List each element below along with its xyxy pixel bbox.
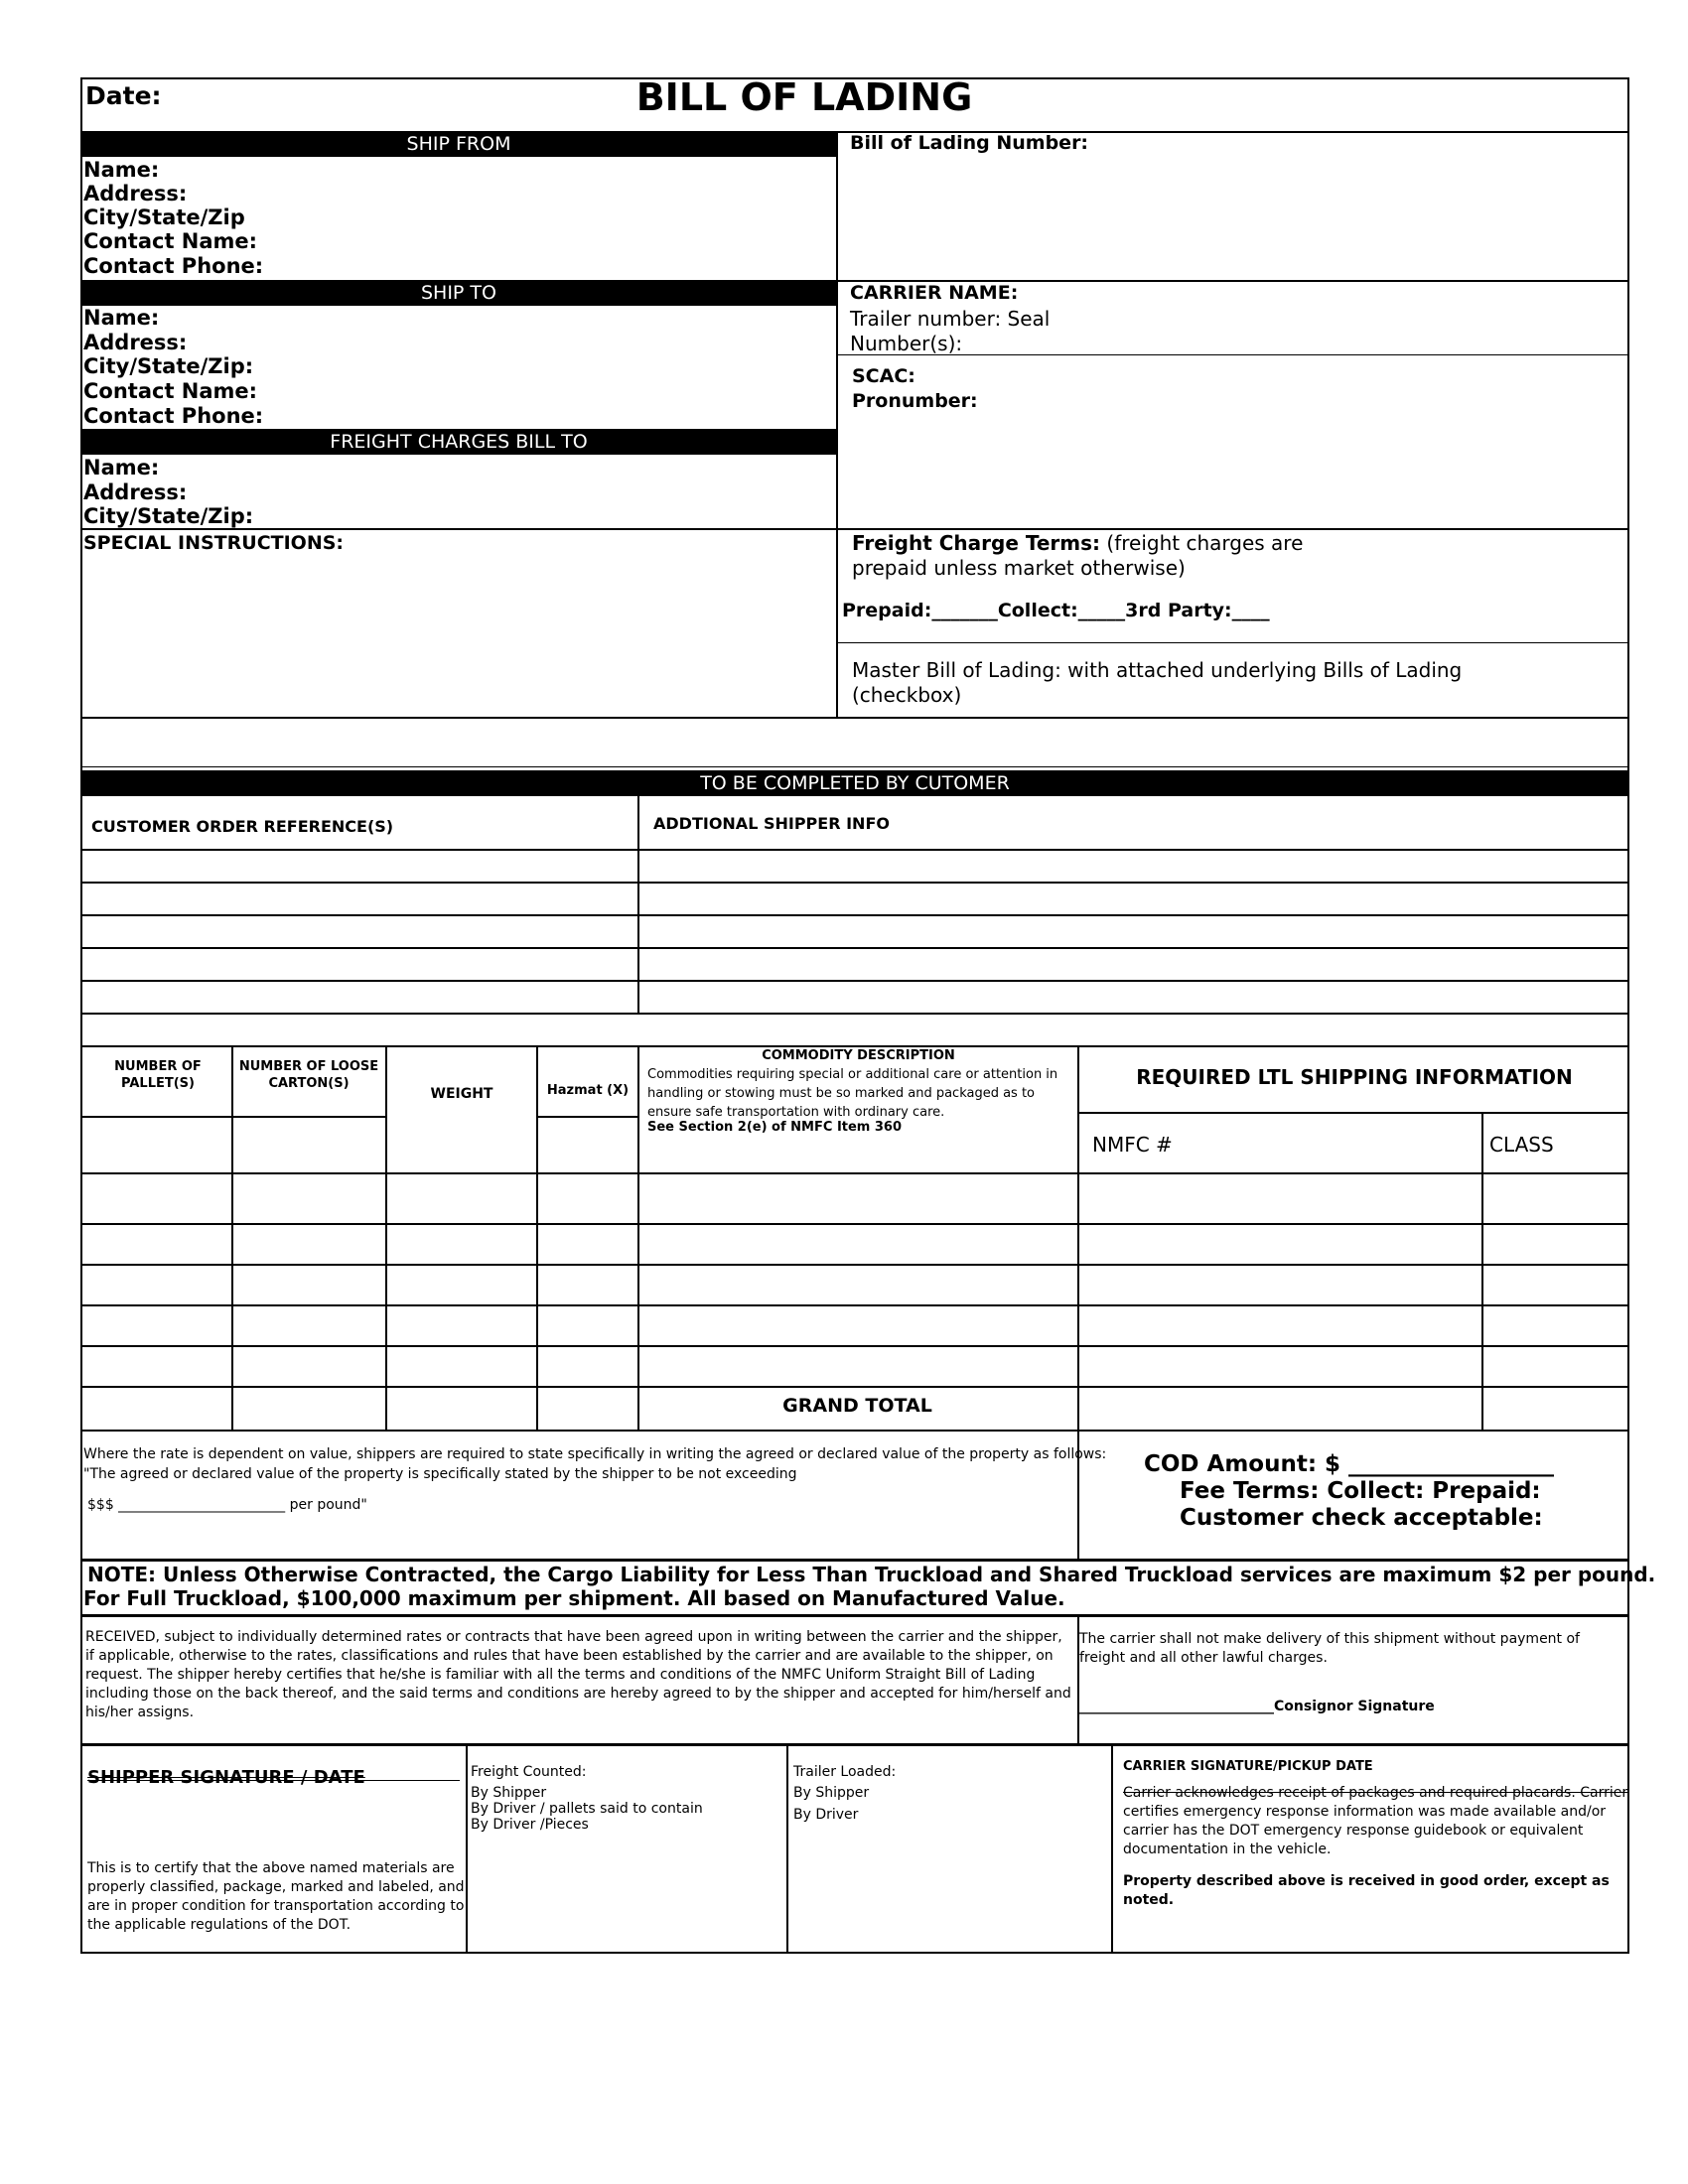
- pallets-header: NUMBER OF PALLET(S): [114, 1059, 202, 1091]
- shipper-cert-2: properly classified, package, marked and labeled, and: [87, 1879, 465, 1895]
- trailer-loaded-shipper: By Shipper: [793, 1785, 870, 1801]
- page-title: BILL OF LADING: [635, 75, 973, 119]
- carrier-text-4: documentation in the vehicle.: [1123, 1842, 1332, 1857]
- ship-from-name: Name:: [83, 158, 160, 182]
- commodity-desc-body: Commodities requiring special or additional care or attention in handling or stowing must be so marked and packaged as to ensure safe transportation with ordinary care.: [647, 1067, 1058, 1120]
- carrier-received-2: noted.: [1123, 1892, 1175, 1908]
- declared-value-line3: $$$ ________________________ per pound": [87, 1497, 367, 1513]
- ship-to-name: Name:: [83, 306, 160, 330]
- ship-from-contact-name: Contact Name:: [83, 229, 258, 253]
- carrier-delivery-line2: freight and all other lawful charges.: [1079, 1650, 1328, 1666]
- shipper-cert-3: are in proper condition for transportation according to: [87, 1898, 465, 1914]
- shipper-cert-1: This is to certify that the above named materials are: [87, 1860, 455, 1876]
- carrier-signature-title: CARRIER SIGNATURE/PICKUP DATE: [1123, 1759, 1373, 1774]
- ship-to-contact-name: Contact Name:: [83, 379, 258, 403]
- bill-to-heading: FREIGHT CHARGES BILL TO: [81, 429, 836, 455]
- ship-from-heading: SHIP FROM: [81, 131, 836, 157]
- declared-value-line2: "The agreed or declared value of the property is specifically stated by the shipper to be not exceeding: [83, 1466, 797, 1482]
- nmfc-label: NMFC #: [1092, 1133, 1173, 1157]
- ltl-info-title: REQUIRED LTL SHIPPING INFORMATION: [1136, 1065, 1573, 1089]
- commodity-desc-title: COMMODITY DESCRIPTION: [762, 1048, 955, 1063]
- ship-to-contact-phone: Contact Phone:: [83, 404, 264, 428]
- prepaid-collect-line: Prepaid:_______Collect:_____3rd Party:____: [842, 600, 1270, 621]
- consignor-signature: ____________________________Consignor Signature: [1079, 1699, 1435, 1714]
- ship-from-address: Address:: [83, 182, 188, 205]
- received-line-2: if applicable, otherwise to the rates, classifications and rules that have been established by the carrier and are available to the shipper, on: [85, 1648, 1054, 1664]
- received-line-4: including those on the back thereof, and the said terms and conditions are hereby agreed to by the shipper and accepted for him/herself and: [85, 1686, 1071, 1702]
- customer-section-heading: TO BE COMPLETED BY CUTOMER: [81, 770, 1628, 796]
- trailer-loaded-driver: By Driver: [793, 1807, 859, 1823]
- special-instructions-label: SPECIAL INSTRUCTIONS:: [83, 532, 345, 554]
- cod-amount: COD Amount: $ __________________: [1144, 1451, 1555, 1477]
- freight-terms-bold: Freight Charge Terms:: [852, 531, 1101, 555]
- freight-counted-title: Freight Counted:: [471, 1764, 587, 1780]
- hazmat-header: Hazmat (X): [546, 1083, 630, 1098]
- weight-header: WEIGHT: [430, 1086, 493, 1102]
- carrier-received-1: Property described above is received in good order, except as: [1123, 1873, 1610, 1889]
- fee-terms: Fee Terms: Collect: Prepaid:: [1180, 1478, 1541, 1504]
- trailer-loaded-title: Trailer Loaded:: [793, 1764, 897, 1780]
- bill-to-city: City/State/Zip:: [83, 504, 254, 528]
- trailer-number-label: Trailer number: Seal: [850, 307, 1051, 331]
- received-line-1: RECEIVED, subject to individually determined rates or contracts that have been agreed upon in writing between the carrier and the shipper,: [85, 1629, 1062, 1645]
- shipper-signature-line[interactable]: [87, 1780, 460, 1781]
- note-line1: NOTE: Unless Otherwise Contracted, the Cargo Liability for Less Than Truckload and Shared Truckload services are maximum $2 per pound.: [87, 1563, 1656, 1586]
- bol-number-label: Bill of Lading Number:: [850, 132, 1089, 154]
- master-bol-line1: Master Bill of Lading: with attached underlying Bills of Lading: [852, 658, 1463, 682]
- cartons-header: NUMBER OF LOOSE CARTON(S): [238, 1059, 379, 1091]
- freight-terms-rest: (freight charges are: [1100, 531, 1304, 555]
- freight-terms: [852, 531, 1303, 555]
- ship-from-contact-phone: Contact Phone:: [83, 254, 264, 278]
- grand-total-label: GRAND TOTAL: [782, 1395, 932, 1417]
- customer-order-ref-label: CUSTOMER ORDER REFERENCE(S): [91, 817, 394, 836]
- master-bol-line2: (checkbox): [852, 683, 962, 707]
- pro-number-label: Pronumber:: [852, 390, 978, 412]
- ship-to-address: Address:: [83, 331, 188, 354]
- freight-terms-line2: prepaid unless market otherwise): [852, 556, 1186, 580]
- ship-to-city: City/State/Zip:: [83, 354, 254, 378]
- date-label: Date:: [85, 81, 162, 110]
- class-label: CLASS: [1489, 1133, 1554, 1157]
- bill-to-address: Address:: [83, 480, 188, 504]
- freight-counted-shipper: By Shipper: [471, 1785, 547, 1801]
- ship-to-heading: SHIP TO: [81, 280, 836, 306]
- carrier-text-1: Carrier acknowledges receipt of packages and required placards. Carrier: [1123, 1785, 1628, 1801]
- carrier-text-3: carrier has the DOT emergency response guidebook or equivalent: [1123, 1823, 1584, 1839]
- note-line2: For Full Truckload, $100,000 maximum per shipment. All based on Manufactured Value.: [83, 1586, 1065, 1610]
- freight-counted-pieces: By Driver /Pieces: [471, 1817, 589, 1833]
- ship-from-city: City/State/Zip: [83, 205, 245, 229]
- customer-check: Customer check acceptable:: [1180, 1505, 1543, 1531]
- carrier-delivery-line1: The carrier shall not make delivery of this shipment without payment of: [1079, 1631, 1580, 1647]
- received-line-3: request. The shipper hereby certifies that he/she is familiar with all the terms and conditions of the NMFC Uniform Straight Bill of Lading: [85, 1667, 1036, 1683]
- declared-value-line1: Where the rate is dependent on value, shippers are required to state specifically in writing the agreed or declared value of the property as follows:: [83, 1446, 1107, 1462]
- scac-label: SCAC:: [852, 365, 915, 387]
- received-line-5: his/her assigns.: [85, 1705, 195, 1720]
- bill-to-name: Name:: [83, 456, 160, 479]
- freight-counted-pallets: By Driver / pallets said to contain: [471, 1801, 703, 1817]
- shipper-cert-4: the applicable regulations of the DOT.: [87, 1917, 352, 1933]
- shipper-signature-title: SHIPPER SIGNATURE / DATE: [87, 1767, 365, 1788]
- commodity-desc-ref: See Section 2(e) of NMFC Item 360: [647, 1120, 903, 1135]
- carrier-name-label: CARRIER NAME:: [850, 282, 1019, 304]
- seal-number-label: Number(s):: [850, 332, 963, 355]
- carrier-text-2: certifies emergency response information was made available and/or: [1123, 1804, 1607, 1820]
- additional-shipper-info-label: ADDTIONAL SHIPPER INFO: [653, 814, 890, 833]
